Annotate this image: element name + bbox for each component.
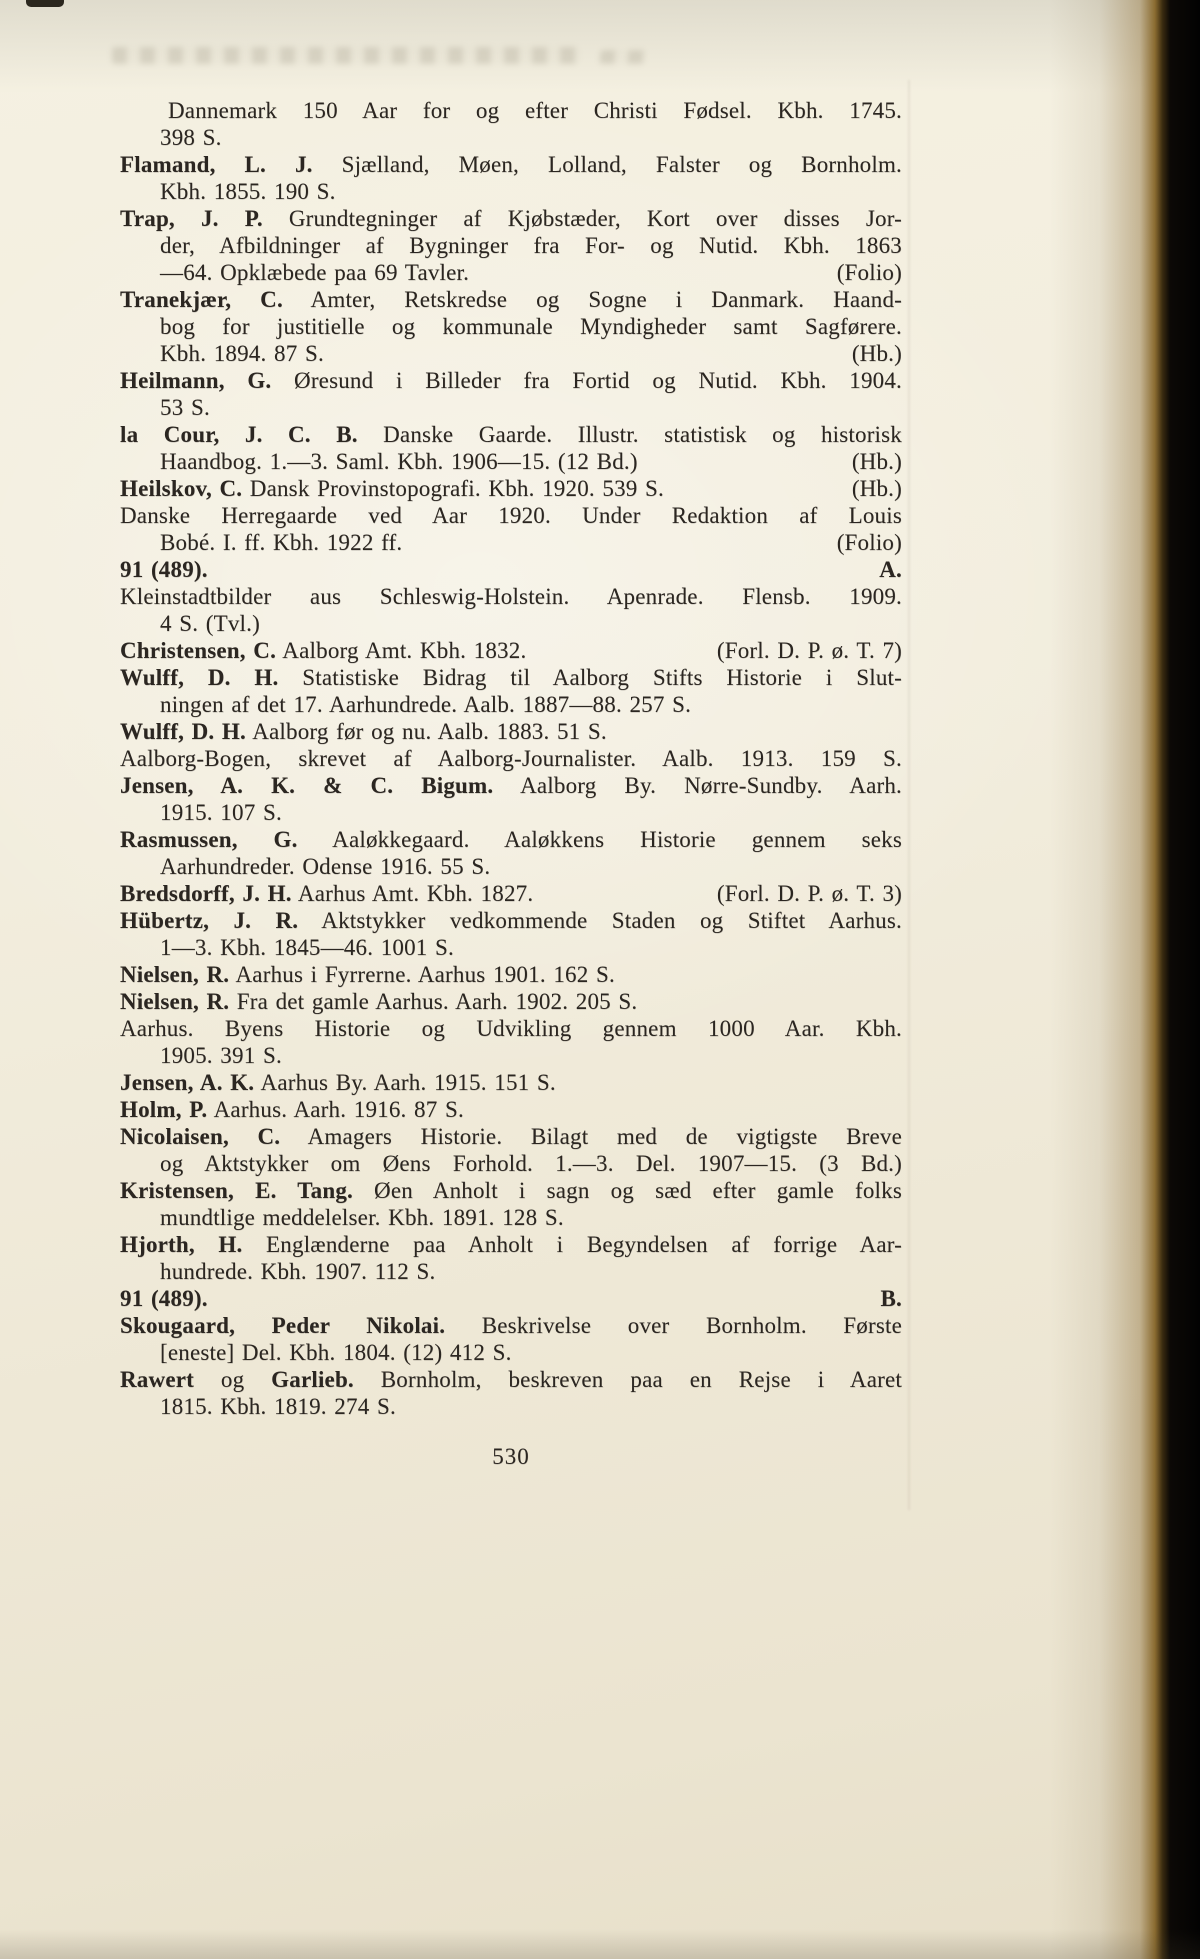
line-text: 1915. 107 S. bbox=[160, 800, 282, 825]
line-text: Trap, J. P. Grundtegninger af Kjøbstæder, Kort over disses Jor- bbox=[120, 206, 902, 231]
text-line bbox=[120, 1231, 902, 1258]
text-line bbox=[120, 475, 902, 502]
text-line bbox=[120, 907, 902, 934]
line-text: Tranekjær, C. Amter, Retskredse og Sogne i Danmark. Haand- bbox=[120, 287, 902, 312]
text-line bbox=[120, 313, 902, 340]
bottom-shadow bbox=[0, 1929, 1200, 1959]
text-line bbox=[120, 367, 902, 394]
line-text: 398 S. bbox=[160, 125, 222, 150]
line-text: Danske Herregaarde ved Aar 1920. Under Redaktion af Louis bbox=[120, 503, 902, 528]
text-line bbox=[120, 610, 902, 637]
text-line bbox=[120, 799, 902, 826]
text-line bbox=[120, 934, 902, 961]
line-text: Heilmann, G. Øresund i Billeder fra Fortid og Nutid. Kbh. 1904. bbox=[120, 368, 902, 393]
line-text: Aarhus. Byens Historie og Udvikling gennem 1000 Aar. Kbh. bbox=[120, 1016, 902, 1041]
text-line bbox=[120, 1393, 902, 1420]
line-text: Nielsen, R. Aarhus i Fyrrerne. Aarhus 1901. 162 S. bbox=[120, 962, 615, 987]
text-line bbox=[120, 151, 902, 178]
line-text: 53 S. bbox=[160, 395, 210, 420]
line-text: bog for justitielle og kommunale Myndigheder samt Sagførere. bbox=[160, 314, 902, 339]
bibliography-text bbox=[120, 97, 902, 1420]
line-text: 91 (489). bbox=[120, 1286, 208, 1311]
line-text: Haandbog. 1.—3. Saml. Kbh. 1906—15. (12 Bd.) bbox=[160, 449, 638, 474]
line-text: Aalborg-Bogen, skrevet af Aalborg-Journalister. Aalb. 1913. 159 S. bbox=[120, 746, 902, 771]
section-heading bbox=[120, 556, 902, 583]
section-heading bbox=[120, 1285, 902, 1312]
text-line bbox=[120, 259, 902, 286]
line-text: Rawert og Garlieb. Bornholm, beskreven paa en Rejse i Aaret bbox=[120, 1367, 902, 1392]
scan-corner-mark bbox=[26, 0, 64, 7]
text-line bbox=[120, 340, 902, 367]
text-line bbox=[120, 1096, 902, 1123]
line-right-label: (Folio) bbox=[836, 260, 902, 285]
line-text: —64. Opklæbede paa 69 Tavler. bbox=[160, 260, 470, 285]
page-number: 530 bbox=[492, 1444, 530, 1469]
text-line bbox=[120, 1366, 902, 1393]
text-line bbox=[120, 637, 902, 664]
text-line bbox=[120, 664, 902, 691]
line-text: Holm, P. Aarhus. Aarh. 1916. 87 S. bbox=[120, 1097, 464, 1122]
line-text: Wulff, D. H. Aalborg før og nu. Aalb. 1883. 51 S. bbox=[120, 719, 607, 744]
text-line bbox=[120, 205, 902, 232]
line-text: Jensen, A. K. Aarhus By. Aarh. 1915. 151 S. bbox=[120, 1070, 556, 1095]
text-line bbox=[120, 880, 902, 907]
text-line bbox=[120, 1150, 902, 1177]
text-line bbox=[120, 421, 902, 448]
line-right-label: (Hb.) bbox=[851, 341, 902, 366]
page-crease bbox=[908, 80, 910, 1510]
line-text: Hjorth, H. Englænderne paa Anholt i Begyndelsen af forrige Aar- bbox=[120, 1232, 902, 1257]
text-line bbox=[120, 1177, 902, 1204]
line-text: hundrede. Kbh. 1907. 112 S. bbox=[160, 1259, 436, 1284]
text-line bbox=[120, 853, 902, 880]
line-text: 4 S. (Tvl.) bbox=[160, 611, 260, 636]
line-right-label: (Forl. D. P. ø. T. 7) bbox=[716, 638, 902, 663]
text-line bbox=[120, 124, 902, 151]
text-line bbox=[120, 961, 902, 988]
line-right-label: A. bbox=[879, 557, 902, 582]
text-line bbox=[120, 718, 902, 745]
line-text: 91 (489). bbox=[120, 557, 208, 582]
line-text: der, Afbildninger af Bygninger fra For- og Nutid. Kbh. 1863 bbox=[160, 233, 902, 258]
line-text: mundtlige meddelelser. Kbh. 1891. 128 S. bbox=[160, 1205, 564, 1230]
text-line bbox=[120, 1204, 902, 1231]
scan-top-tint bbox=[0, 0, 1200, 92]
text-line bbox=[120, 1123, 902, 1150]
text-line bbox=[120, 1015, 902, 1042]
line-text: og Aktstykker om Øens Forhold. 1.—3. Del. 1907—15. (3 Bd.) bbox=[160, 1151, 902, 1176]
line-text: Hübertz, J. R. Aktstykker vedkommende Staden og Stiftet Aarhus. bbox=[120, 908, 902, 933]
line-text: Christensen, C. Aalborg Amt. Kbh. 1832. bbox=[120, 638, 527, 663]
text-line bbox=[120, 1042, 902, 1069]
line-text: Aarhundreder. Odense 1916. 55 S. bbox=[160, 854, 491, 879]
text-line bbox=[120, 529, 902, 556]
line-text: Bredsdorff, J. H. Aarhus Amt. Kbh. 1827. bbox=[120, 881, 534, 906]
bleedthrough-artifact bbox=[112, 47, 580, 64]
text-line bbox=[120, 178, 902, 205]
line-text: 1905. 391 S. bbox=[160, 1043, 282, 1068]
line-right-label: (Hb.) bbox=[851, 476, 902, 501]
line-text: Jensen, A. K. & C. Bigum. Aalborg By. Nørre-Sundby. Aarh. bbox=[120, 773, 902, 798]
text-line bbox=[120, 583, 902, 610]
line-text: Nicolaisen, C. Amagers Historie. Bilagt med de vigtigste Breve bbox=[120, 1124, 902, 1149]
line-text: Kbh. 1894. 87 S. bbox=[160, 341, 324, 366]
line-text: la Cour, J. C. B. Danske Gaarde. Illustr. statistisk og historisk bbox=[120, 422, 902, 447]
line-right-label: (Hb.) bbox=[851, 449, 902, 474]
text-line bbox=[120, 1339, 902, 1366]
line-right-label: (Forl. D. P. ø. T. 3) bbox=[716, 881, 902, 906]
text-line bbox=[120, 286, 902, 313]
text-line bbox=[120, 1258, 902, 1285]
text-line bbox=[120, 745, 902, 772]
text-line bbox=[120, 394, 902, 421]
line-text: Rasmussen, G. Aaløkkegaard. Aaløkkens Historie gennem seks bbox=[120, 827, 902, 852]
line-text: 1815. Kbh. 1819. 274 S. bbox=[160, 1394, 396, 1419]
line-text: ningen af det 17. Aarhundrede. Aalb. 1887—88. 257 S. bbox=[160, 692, 692, 717]
text-line bbox=[120, 448, 902, 475]
line-text: Kristensen, E. Tang. Øen Anholt i sagn og sæd efter gamle folks bbox=[120, 1178, 902, 1203]
line-text: Flamand, L. J. Sjælland, Møen, Lolland, Falster og Bornholm. bbox=[120, 152, 902, 177]
line-right-label: (Folio) bbox=[836, 530, 902, 555]
line-text: Kbh. 1855. 190 S. bbox=[160, 179, 336, 204]
line-text: Kleinstadtbilder aus Schleswig-Holstein. Apenrade. Flensb. 1909. bbox=[120, 584, 902, 609]
line-text: Nielsen, R. Fra det gamle Aarhus. Aarh. 1902. 205 S. bbox=[120, 989, 638, 1014]
text-line bbox=[120, 772, 902, 799]
text-line bbox=[120, 691, 902, 718]
line-text: Bobé. I. ff. Kbh. 1922 ff. bbox=[160, 530, 403, 555]
line-text: Skougaard, Peder Nikolai. Beskrivelse over Bornholm. Første bbox=[120, 1313, 902, 1338]
text-line bbox=[120, 1069, 902, 1096]
bleedthrough-artifact bbox=[600, 50, 647, 64]
text-line bbox=[120, 988, 902, 1015]
text-line bbox=[120, 232, 902, 259]
line-right-label: B. bbox=[880, 1286, 902, 1311]
line-text: Dannemark 150 Aar for og efter Christi Fødsel. Kbh. 1745. bbox=[168, 98, 902, 123]
line-text: 1—3. Kbh. 1845—46. 1001 S. bbox=[160, 935, 455, 960]
text-line bbox=[120, 1312, 902, 1339]
text-line bbox=[120, 826, 902, 853]
text-line bbox=[120, 502, 902, 529]
book-edge-shadow bbox=[1050, 0, 1200, 1959]
text-line bbox=[120, 97, 902, 124]
line-text: [eneste] Del. Kbh. 1804. (12) 412 S. bbox=[160, 1340, 512, 1365]
line-text: Wulff, D. H. Statistiske Bidrag til Aalborg Stifts Historie i Slut- bbox=[120, 665, 902, 690]
line-text: Heilskov, C. Dansk Provinstopografi. Kbh. 1920. 539 S. bbox=[120, 476, 664, 501]
